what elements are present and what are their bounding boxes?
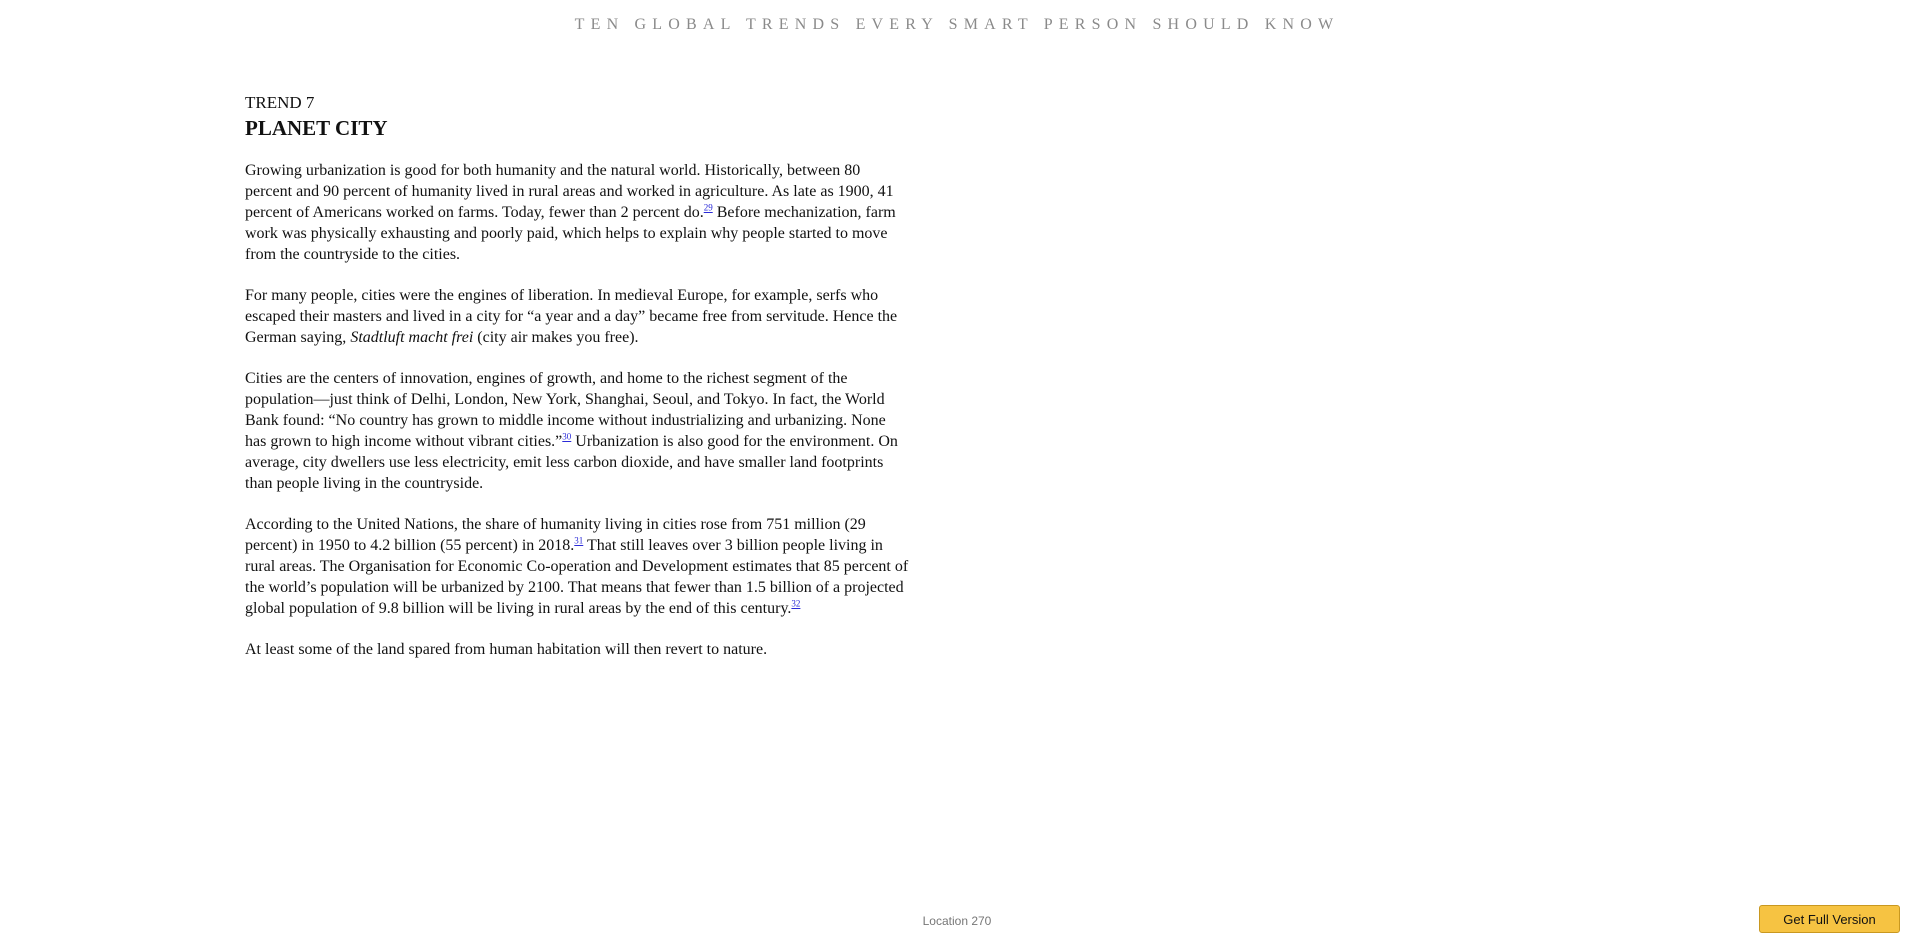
paragraph-text: Before mechanization, farm work was physically exhausting and poorly paid, which helps to explain why people started to move from the countryside to the cities. (245, 204, 896, 263)
location-indicator: Location 270 (922, 914, 992, 928)
paragraph-text: At least some of the land spared from human habitation will then revert to nature. (245, 641, 768, 658)
footnote-link-29[interactable]: 29 (703, 202, 713, 213)
footnote-link-31[interactable]: 31 (574, 535, 584, 546)
footnote-link-32[interactable]: 32 (791, 598, 801, 609)
paragraph-text: Urbanization is also good for the environment. On average, city dwellers use less electricity, emit less carbon dioxide, and have smaller land footprints than people living in the countryside. (245, 433, 898, 492)
footnote-link-30[interactable]: 30 (562, 431, 572, 442)
running-header: TEN GLOBAL TRENDS EVERY SMART PERSON SHOULD KNOW (574, 16, 1340, 33)
chapter-label: TREND 7 (245, 93, 315, 112)
paragraph-text: Cities are the centers of innovation, engines of growth, and home to the richest segment of the population—just think of Delhi, London, New York, Shanghai, Seoul, and Tokyo. In fact, the World Bank found: “No country has grown to middle income without industrializing and urbanizing. None has grown to high income without vibrant cities.” (245, 370, 886, 450)
book-page-content (245, 93, 909, 660)
paragraph-text: That still leaves over 3 billion people living in rural areas. The Organisation for Economic Co-operation and Development estimates that 85 percent of the world’s population will be urbanized by 2100. That means that fewer than 1.5 billion of a projected global population of 9.8 billion will be living in rural areas by the end of this century. (245, 537, 909, 617)
paragraph-text: For many people, cities were the engines of liberation. In medieval Europe, for example, serfs who escaped their masters and lived in a city for “a year and a day” became free from servitude. Hence the German saying, (245, 287, 898, 346)
paragraph-4 (245, 514, 909, 619)
paragraph-5 (245, 639, 909, 660)
chapter-title: PLANET CITY (245, 116, 388, 140)
paragraph-1 (245, 160, 909, 265)
paragraph-text: (city air makes you free). (473, 329, 639, 346)
italic-phrase: Stadtluft macht frei (350, 329, 474, 346)
paragraph-3 (245, 368, 909, 494)
paragraph-2 (245, 285, 909, 348)
paragraph-text: Growing urbanization is good for both humanity and the natural world. Historically, between 80 percent and 90 percent of humanity lived in rural areas and worked in agriculture. As late as 1900, 41 percent of Americans worked on farms. Today, fewer than 2 percent do. (245, 162, 894, 221)
get-full-version-button[interactable]: Get Full Version (1759, 905, 1900, 933)
paragraph-text: According to the United Nations, the share of humanity living in cities rose from 751 million (29 percent) in 1950 to 4.2 billion (55 percent) in 2018. (245, 516, 866, 554)
